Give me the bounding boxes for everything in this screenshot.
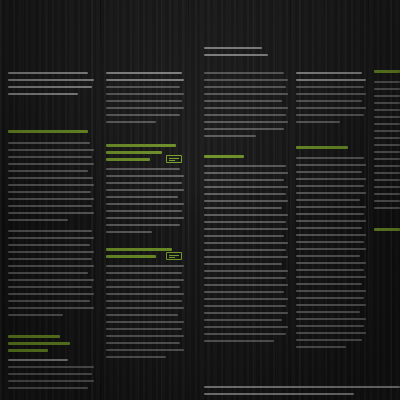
text-line bbox=[296, 213, 364, 215]
section-heading-bar bbox=[204, 155, 244, 158]
text-line bbox=[204, 165, 286, 167]
text-line bbox=[296, 339, 362, 341]
text-line bbox=[8, 359, 68, 361]
text-line bbox=[374, 95, 400, 97]
text-line bbox=[8, 212, 94, 214]
text-line bbox=[204, 86, 286, 88]
text-line bbox=[296, 227, 362, 229]
text-line bbox=[204, 340, 274, 342]
text-line bbox=[296, 283, 362, 285]
text-line bbox=[106, 86, 180, 88]
text-line bbox=[8, 314, 63, 316]
text-line bbox=[204, 214, 288, 216]
text-line bbox=[8, 198, 94, 200]
text-line bbox=[8, 265, 94, 267]
text-line bbox=[296, 332, 366, 334]
text-line bbox=[374, 151, 400, 153]
text-line bbox=[204, 54, 268, 56]
text-line bbox=[8, 251, 94, 253]
text-line bbox=[374, 109, 400, 111]
text-line bbox=[296, 121, 340, 123]
text-line bbox=[106, 93, 184, 95]
text-line bbox=[296, 248, 366, 250]
column-1 bbox=[0, 0, 100, 400]
text-line bbox=[204, 284, 288, 286]
text-line bbox=[106, 307, 184, 309]
text-line bbox=[296, 346, 346, 348]
text-line bbox=[204, 47, 262, 49]
text-line bbox=[106, 100, 182, 102]
text-line bbox=[8, 219, 68, 221]
text-line bbox=[8, 366, 94, 368]
text-line bbox=[296, 86, 364, 88]
text-line bbox=[204, 242, 288, 244]
text-line bbox=[374, 137, 400, 139]
text-line bbox=[296, 297, 364, 299]
text-line bbox=[106, 272, 182, 274]
paragraph bbox=[374, 78, 400, 228]
text-line bbox=[374, 165, 400, 167]
text-line bbox=[374, 116, 400, 118]
text-line bbox=[204, 107, 288, 109]
text-line bbox=[8, 230, 92, 232]
text-line bbox=[106, 210, 182, 212]
text-line bbox=[106, 335, 184, 337]
text-line bbox=[296, 206, 366, 208]
text-line bbox=[8, 163, 94, 165]
text-line bbox=[8, 93, 78, 95]
text-line bbox=[296, 164, 366, 166]
text-line bbox=[8, 237, 94, 239]
section-heading-bar bbox=[106, 158, 150, 161]
text-line bbox=[106, 72, 182, 74]
text-line bbox=[106, 321, 184, 323]
text-line bbox=[296, 262, 366, 264]
text-line bbox=[106, 107, 184, 109]
text-line bbox=[106, 182, 182, 184]
wrench-callout-icon bbox=[166, 155, 182, 163]
text-line bbox=[106, 356, 166, 358]
text-line bbox=[106, 300, 182, 302]
text-line bbox=[296, 185, 364, 187]
text-line bbox=[8, 244, 90, 246]
text-line bbox=[204, 319, 282, 321]
footer-line bbox=[204, 386, 400, 388]
text-line bbox=[204, 228, 288, 230]
text-line bbox=[296, 269, 364, 271]
text-line bbox=[8, 279, 94, 281]
text-line bbox=[296, 311, 360, 313]
text-line bbox=[106, 203, 184, 205]
text-line bbox=[8, 184, 94, 186]
text-line bbox=[8, 380, 94, 382]
text-line bbox=[106, 279, 184, 281]
text-line bbox=[296, 171, 362, 173]
paragraph bbox=[8, 356, 96, 396]
text-line bbox=[296, 220, 366, 222]
text-line bbox=[296, 72, 362, 74]
text-line bbox=[296, 192, 366, 194]
text-line bbox=[374, 102, 400, 104]
text-line bbox=[8, 177, 93, 179]
text-line bbox=[106, 79, 184, 81]
text-line bbox=[204, 235, 284, 237]
column-5 bbox=[368, 0, 400, 400]
text-line bbox=[296, 325, 364, 327]
text-line bbox=[296, 290, 366, 292]
text-line bbox=[106, 175, 184, 177]
footer-line bbox=[204, 393, 354, 395]
text-line bbox=[204, 193, 286, 195]
text-line bbox=[204, 128, 284, 130]
text-line bbox=[374, 130, 400, 132]
text-line bbox=[8, 387, 88, 389]
text-line bbox=[204, 172, 288, 174]
column-2 bbox=[100, 0, 188, 400]
text-line bbox=[106, 121, 156, 123]
text-line bbox=[204, 298, 288, 300]
text-line bbox=[374, 193, 400, 195]
text-line bbox=[8, 258, 92, 260]
text-line bbox=[106, 286, 180, 288]
text-line bbox=[106, 196, 178, 198]
text-line bbox=[8, 307, 94, 309]
text-line bbox=[374, 172, 400, 174]
text-line bbox=[296, 178, 366, 180]
text-line bbox=[204, 263, 282, 265]
text-line bbox=[106, 217, 184, 219]
text-line bbox=[204, 270, 288, 272]
text-line bbox=[204, 326, 288, 328]
text-line bbox=[204, 305, 286, 307]
text-line bbox=[8, 293, 94, 295]
text-line bbox=[204, 221, 286, 223]
text-line bbox=[296, 100, 362, 102]
text-line bbox=[204, 121, 288, 123]
text-line bbox=[204, 312, 288, 314]
text-line bbox=[8, 149, 94, 151]
text-line bbox=[296, 157, 364, 159]
section-heading-bar bbox=[374, 228, 400, 231]
text-line bbox=[374, 207, 400, 209]
text-line bbox=[296, 234, 366, 236]
text-line bbox=[106, 189, 184, 191]
column-4 bbox=[290, 0, 368, 400]
text-line bbox=[204, 72, 284, 74]
text-line bbox=[204, 100, 282, 102]
text-line bbox=[374, 88, 400, 90]
text-line bbox=[8, 205, 92, 207]
text-line bbox=[106, 328, 182, 330]
text-line bbox=[296, 304, 366, 306]
text-line bbox=[204, 291, 284, 293]
text-line bbox=[204, 135, 256, 137]
text-line bbox=[204, 186, 288, 188]
section-heading-bar bbox=[106, 255, 156, 258]
text-line bbox=[204, 333, 286, 335]
text-line bbox=[106, 114, 180, 116]
text-line bbox=[8, 300, 90, 302]
text-line bbox=[106, 265, 184, 267]
text-line bbox=[374, 200, 400, 202]
text-line bbox=[106, 231, 152, 233]
section-heading-bar bbox=[8, 130, 88, 133]
text-line bbox=[296, 241, 364, 243]
text-line bbox=[296, 276, 366, 278]
text-line bbox=[296, 255, 360, 257]
section-heading-bar bbox=[8, 342, 70, 345]
section-heading-bar bbox=[106, 248, 172, 251]
text-line bbox=[296, 114, 364, 116]
section-heading-bar bbox=[296, 146, 348, 149]
text-line bbox=[106, 293, 184, 295]
text-line bbox=[374, 179, 400, 181]
text-line bbox=[204, 200, 288, 202]
text-line bbox=[296, 107, 366, 109]
text-line bbox=[204, 93, 288, 95]
text-line bbox=[296, 199, 360, 201]
text-line bbox=[296, 318, 366, 320]
text-line bbox=[8, 272, 88, 274]
text-line bbox=[204, 79, 288, 81]
text-line bbox=[106, 224, 180, 226]
text-line bbox=[8, 170, 88, 172]
text-line bbox=[106, 168, 180, 170]
section-heading-bar bbox=[106, 151, 162, 154]
text-line bbox=[296, 79, 366, 81]
text-line bbox=[374, 158, 400, 160]
text-line bbox=[106, 342, 180, 344]
text-line bbox=[8, 72, 88, 74]
section-heading-bar bbox=[8, 335, 60, 338]
text-line bbox=[374, 123, 400, 125]
text-line bbox=[8, 79, 94, 81]
text-line bbox=[204, 249, 286, 251]
warning-callout-icon bbox=[166, 252, 182, 260]
text-line bbox=[374, 81, 400, 83]
text-line bbox=[204, 179, 284, 181]
section-heading-bar bbox=[8, 349, 48, 352]
text-line bbox=[8, 191, 91, 193]
text-line bbox=[374, 144, 400, 146]
text-line bbox=[106, 349, 184, 351]
text-line bbox=[8, 142, 90, 144]
section-heading-bar bbox=[374, 70, 400, 73]
text-line bbox=[374, 186, 400, 188]
text-line bbox=[8, 86, 92, 88]
text-line bbox=[204, 277, 286, 279]
text-line bbox=[204, 207, 282, 209]
column-3 bbox=[188, 0, 290, 400]
text-line bbox=[8, 373, 92, 375]
text-line bbox=[106, 314, 178, 316]
section-heading-bar bbox=[106, 144, 176, 147]
text-line bbox=[204, 256, 288, 258]
text-line bbox=[204, 114, 286, 116]
text-line bbox=[8, 286, 92, 288]
text-line bbox=[296, 93, 366, 95]
text-line bbox=[8, 156, 92, 158]
